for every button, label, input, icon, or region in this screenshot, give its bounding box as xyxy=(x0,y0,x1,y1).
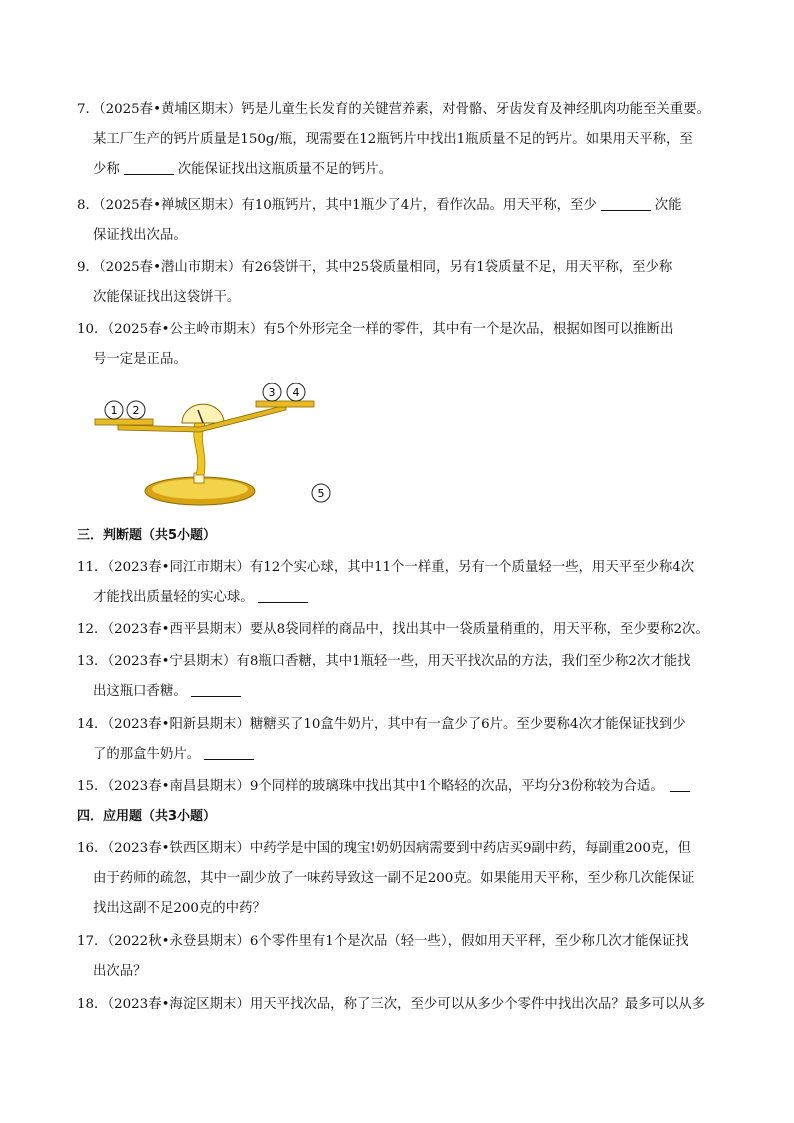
answer-blank[interactable] xyxy=(124,160,174,175)
balance-scale-figure xyxy=(90,383,340,513)
question-line xyxy=(77,740,737,770)
question-line: 16．（2023春•铁西区期末）中药学是中国的瑰宝!奶奶因病需要到中药店买9副中药，每副重200克，但 xyxy=(77,841,692,856)
question-line: 12．（2023春•西平县期末）要从8袋同样的商品中，找出其中一袋质量稍重的，用天平称，至少要称2次。 xyxy=(77,622,709,637)
question-8 xyxy=(77,191,737,251)
answer-blank[interactable] xyxy=(601,196,651,211)
question-12 xyxy=(77,615,737,645)
question-16 xyxy=(77,834,737,924)
question-line: 某工厂生产的钙片质量是150g/瓶，现需要在12瓶钙片中找出1瓶质量不足的钙片。如果用天平称，至 xyxy=(93,132,693,147)
ball-label-3: 3 xyxy=(268,386,276,399)
question-text: 了的那盒牛奶片。 xyxy=(93,747,201,762)
answer-blank[interactable] xyxy=(258,588,308,603)
question-text: 才能找出质量轻的实心球。 xyxy=(93,590,254,605)
question-line xyxy=(77,155,737,185)
question-7 xyxy=(77,95,737,185)
question-line xyxy=(77,583,737,613)
question-line: 找出这副不足200克的中药？ xyxy=(93,901,266,916)
ball-label-1: 1 xyxy=(110,404,118,417)
question-18 xyxy=(77,990,737,1020)
question-line: 18．（2023春•海淀区期末）用天平找次品，称了三次，至少可以从多少个零件中找出次品？最多可以从多 xyxy=(77,997,706,1012)
question-13 xyxy=(77,647,737,707)
question-line: 11．（2023春•同江市期末）有12个实心球，其中11个一样重，另有一个质量轻一些，用天平至少称4次 xyxy=(77,560,695,575)
question-line xyxy=(77,772,737,802)
question-line xyxy=(77,191,737,221)
section-heading-3: 三．判断题（共5小题） xyxy=(77,528,217,543)
question-line xyxy=(77,677,737,707)
ball-label-4: 4 xyxy=(292,386,300,399)
section-heading-4: 四．应用题（共3小题） xyxy=(77,809,217,824)
question-line: 17．（2022秋•永登县期末）6个零件里有1个是次品（轻一些），假如用天平秤，至少称几次才能保证找 xyxy=(77,934,689,949)
question-line: 保证找出次品。 xyxy=(93,228,187,243)
question-9 xyxy=(77,253,737,313)
question-14 xyxy=(77,710,737,770)
question-text: 8．（2025春•禅城区期末）有10瓶钙片，其中1瓶少了4片，看作次品。用天平称，至少 xyxy=(77,198,597,213)
question-10 xyxy=(77,315,737,375)
question-line: 出次品？ xyxy=(93,964,147,979)
question-11 xyxy=(77,553,737,613)
balance-scale-icon xyxy=(90,383,340,513)
question-line: 次能保证找出这袋饼干。 xyxy=(93,290,241,305)
question-line: 7．（2025春•黄埔区期末）钙是儿童生长发育的关键营养素，对骨骼、牙齿发育及神经肌肉功能至关重要。 xyxy=(77,102,710,117)
question-text: 15．（2023春•南昌县期末）9个同样的玻璃珠中找出其中1个略轻的次品，平均分3份称较为合适。 xyxy=(77,779,664,794)
answer-blank[interactable] xyxy=(670,777,690,792)
ball-label-2: 2 xyxy=(132,404,140,417)
question-text: 次能 xyxy=(654,198,682,213)
question-text: 次能保证找出这瓶质量不足的钙片。 xyxy=(177,162,393,177)
question-line: 由于药师的疏忽，其中一副少放了一味药导致这一副不足200克。如果能用天平称，至少称几次能保证 xyxy=(93,871,695,886)
ball-label-5: 5 xyxy=(317,487,325,500)
question-line: 10．（2025春•公主岭市期末）有5个外形完全一样的零件，其中有一个是次品，根据如图可以推断出 xyxy=(77,322,674,337)
answer-blank[interactable] xyxy=(191,682,241,697)
question-line: 14．（2023春•阳新县期末）糖糖买了10盒牛奶片，其中有一盒少了6片。至少要称4次才能保证找到少 xyxy=(77,717,686,732)
question-text: 少称 xyxy=(93,162,120,177)
question-line: 9．（2025春•潜山市期末）有26袋饼干，其中25袋质量相同，另有1袋质量不足，用天平称，至少称 xyxy=(77,260,673,275)
answer-blank[interactable] xyxy=(204,745,254,760)
question-text: 出这瓶口香糖。 xyxy=(93,684,187,699)
question-17 xyxy=(77,927,737,987)
question-15 xyxy=(77,772,737,802)
question-line: 13．（2023春•宁县期末）有8瓶口香糖，其中1瓶轻一些，用天平找次品的方法，我们至少称2次才能找 xyxy=(77,654,691,669)
question-line: 号一定是正品。 xyxy=(93,352,187,367)
